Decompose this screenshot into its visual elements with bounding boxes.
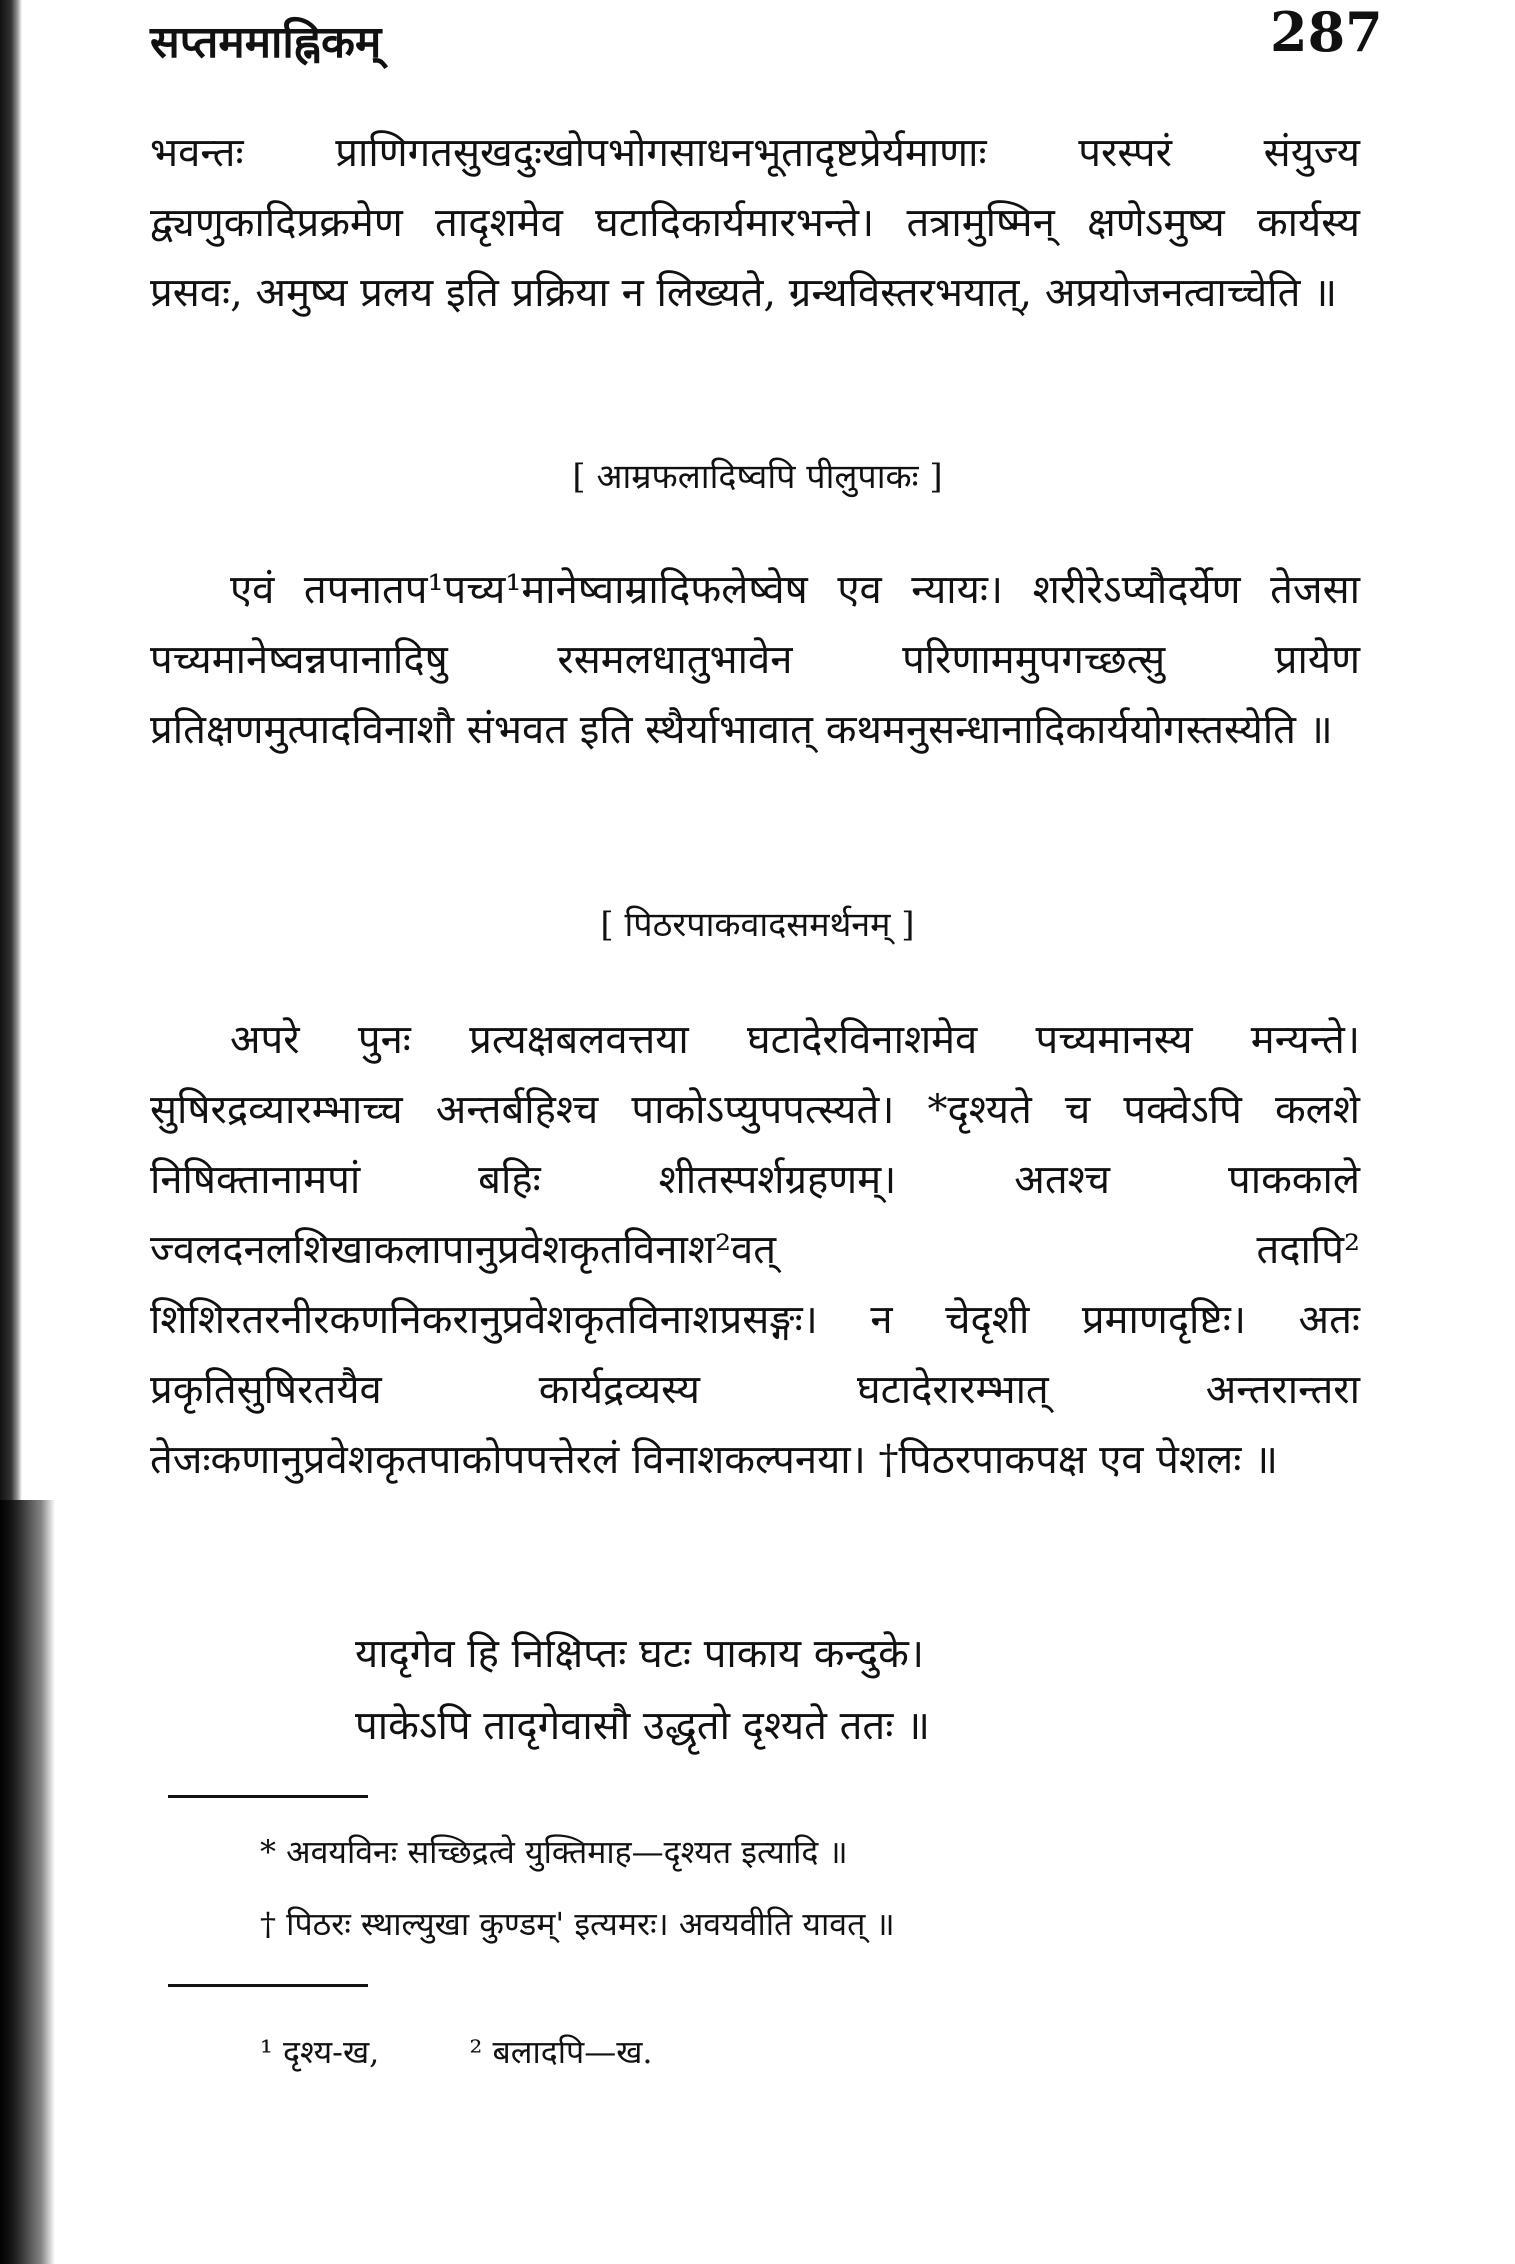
variants-divider <box>168 1984 368 1987</box>
paragraph-1: भवन्तः प्राणिगतसुखदुःखोपभोगसाधनभूतादृष्टप्रेर्यमाणाः परस्परं संयुज्य द्व्यणुकादिप्रक्रमेण तादृशमेव घटादिकार्यमारभन्ते। तत्रामुष्मिन् क्षणेऽमुष्य कार्यस्य प्रसवः, अमुष्य प्रलय इति प्रक्रिया न लिख्यते, ग्रन्थविस्तरभयात्, अप्रयोजनत्वाच्चेति ॥ <box>150 130 1360 316</box>
running-head: सप्तममाह्निकम् <box>150 17 382 68</box>
page-number: 287 <box>1270 0 1383 64</box>
variant-readings <box>260 2030 733 2073</box>
variant-reading-1: ¹ दृश्य-ख, <box>260 2033 380 2071</box>
section-heading-1: [ आम्रफलादिष्वपि पीलुपाकः ] <box>572 457 943 497</box>
verse-line-2: पाकेऽपि तादृगेवासौ उद्धृतो दृश्यते ततः ॥ <box>355 1703 930 1749</box>
footnote-1: * अवयविनः सच्छिद्रत्वे युक्तिमाह—दृश्यत इत्यादि ॥ <box>260 1833 848 1871</box>
verse-block <box>355 1618 1255 1762</box>
verse-line-1: यादृगेव हि निक्षिप्तः घटः पाकाय कन्दुके। <box>355 1631 924 1677</box>
scanned-binding-edge-lower <box>0 1500 55 2264</box>
variant-reading-2: ² बलादपि—ख. <box>469 2033 653 2071</box>
footnote-2: † पिठरः स्थाल्युखा कुण्डम्' इत्यमरः। अवयवीति यावत् ॥ <box>260 1905 895 1943</box>
footnote-divider <box>168 1795 368 1798</box>
section-heading-2: [ पिठरपाकवादसमर्थनम् ] <box>600 905 915 945</box>
paragraph-3: अपरे पुनः प्रत्यक्षबलवत्तया घटादेरविनाशमेव पच्यमानस्य मन्यन्ते। सुषिरद्रव्यारम्भाच्च अन्तर्बहिश्च पाकोऽप्युपपत्स्यते। *दृश्यते च पक्वेऽपि कलशे निषिक्तानामपां बहिः शीतस्पर्शग्रहणम्। अतश्च पाककाले ज्वलदनलशिखाकलापानुप्रवेशकृतविनाश²वत् तदापि² शिशिरतरनीरकणनिकरानुप्रवेशकृतविनाशप्रसङ्गः। न चेदृशी प्रमाणदृष्टिः। अतः प्रकृतिसुषिरतयैव कार्यद्रव्यस्य घटादेरारम्भात् अन्तरान्तरा तेजःकणानुप्रवेशकृतपाकोपपत्तेरलं विनाशकल्पनया। †पिठरपाकपक्ष एव पेशलः ॥ <box>150 1017 1360 1483</box>
paragraph-2: एवं तपनातप¹पच्य¹मानेष्वाम्रादिफलेष्वेष एव न्यायः। शरीरेऽप्यौदर्येण तेजसा पच्यमानेष्वन्नपानादिषु रसमलधातुभावेन परिणाममुपगच्छत्सु प्रायेण प्रतिक्षणमुत्पादविनाशौ संभवत इति स्थैर्याभावात् कथमनुसन्धानादिकार्ययोगस्तस्येति ॥ <box>150 567 1360 753</box>
